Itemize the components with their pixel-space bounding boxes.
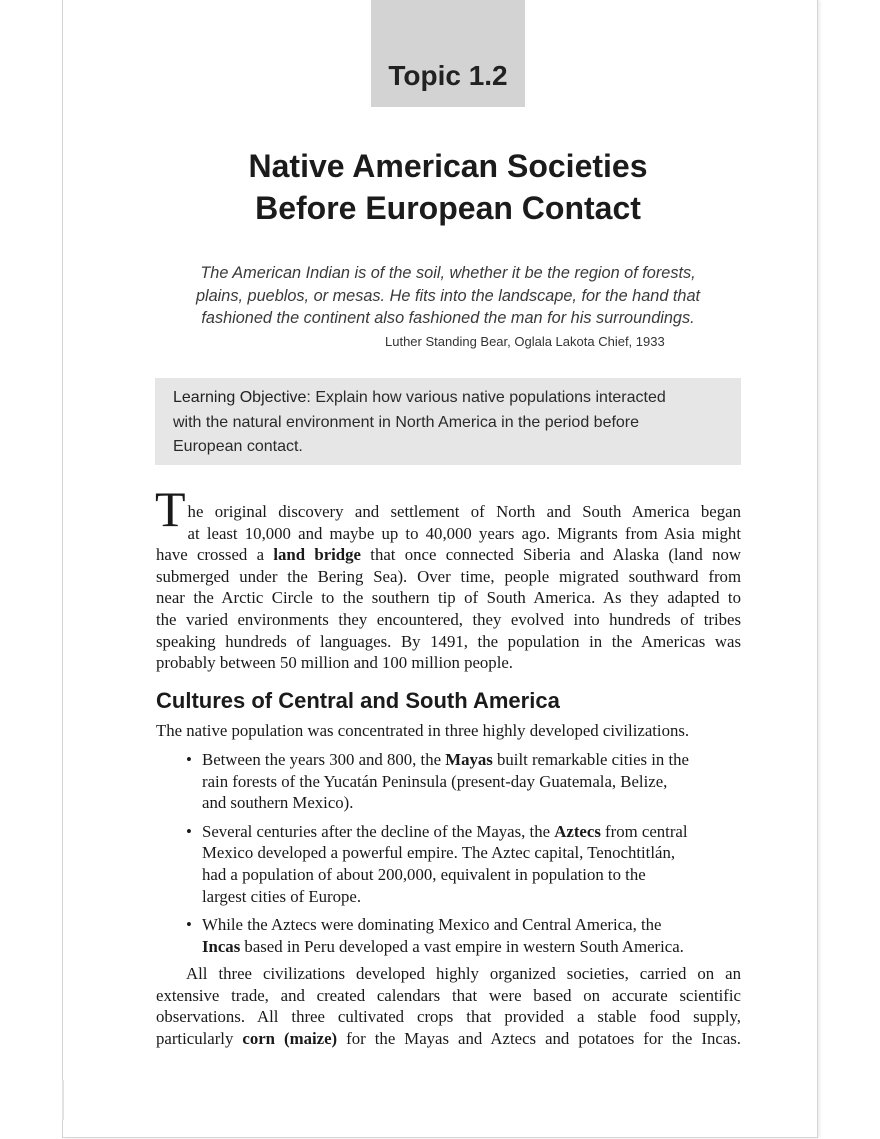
term-land-bridge: land bridge [273,545,361,565]
paragraph-line: extensive trade, and created calendars that were based on accurate scientific [156,985,741,1005]
civilization-list [186,749,746,964]
objective-line: with the natural environment in North America in the period before [173,413,640,431]
text-run: Several centuries after the decline of the Mayas, the [202,821,555,841]
paragraph-line: probably between 50 million and 100 million people. [156,653,514,673]
text-run: have crossed a [156,545,274,565]
text-run: for the Mayas and Aztecs and potatoes for the Incas. [337,1028,742,1048]
paragraph-line [156,544,741,566]
objective-label: Learning Objective [173,389,307,406]
epigraph-attribution: Luther Standing Bear, Oglala Lakota Chief, 1933 [385,334,665,349]
paragraph-line [156,1028,741,1050]
epigraph-line: plains, pueblos, or mesas. He fits into the landscape, for the hand that [195,286,701,305]
text-run: Between the years 300 and 800, the [202,750,446,769]
page-edge-mark [62,1080,64,1120]
objective-text: : Explain how various native populations interacted [306,389,666,406]
epigraph-line: fashioned the continent also fashioned the man for his surroundings. [201,309,695,327]
paragraph-line: the varied environments they encountered, they evolved into hundreds of tribes [156,609,741,629]
list-line [202,821,746,843]
section-intro [156,720,741,742]
objective-line [173,386,729,411]
paragraph-line: The native population was concentrated in three highly developed civilizations. [156,721,690,740]
paragraph-line: at least 10,000 and maybe up to 40,000 years ago. Migrants from Asia might [187,523,741,543]
title-line-2: Before European Contact [255,190,641,226]
paragraph-line: speaking hundreds of languages. By 1491, the population in the Americas was [156,631,741,651]
list-line [202,936,746,958]
text-run: that once connected Siberia and Alaska (land now [360,545,742,565]
text-run: based in Peru developed a vast empire in western South America. [240,936,684,956]
closing-paragraph [156,963,741,1049]
text-run: built remarkable cities in the [492,750,689,769]
term-mayas: Mayas [445,750,493,769]
paragraph-line: he original discovery and settlement of North and South America began [187,502,741,521]
topic-label: Topic 1.2 [388,59,508,91]
learning-objective-box [155,378,741,465]
paragraph-line: All three civilizations developed highly organized societies, carried on an [186,964,741,983]
paragraph-line: submerged under the Bering Sea). Over time, people migrated southward from [156,566,741,586]
term-aztecs: Aztecs [554,821,601,841]
list-item [186,749,746,814]
term-incas: Incas [202,936,241,956]
list-line: had a population of about 200,000, equivalent in population to the [202,864,646,884]
page-title [150,145,746,229]
list-line: rain forests of the Yucatán Peninsula (present-day Guatemala, Belize, [202,771,668,791]
list-item [186,821,746,907]
list-line [202,749,746,771]
list-line: largest cities of Europe. [202,886,362,906]
paragraph-line: near the Arctic Circle to the southern tip of South America. As they adapted to [156,588,741,608]
topic-tab [371,0,525,107]
text-run: from central [600,821,688,841]
list-line: • While the Aztecs were dominating Mexico and Central America, the [202,915,662,935]
list-item [186,914,746,957]
list-line: Mexico developed a powerful empire. The Aztec capital, Tenochtitlán, [202,843,676,863]
paragraph-line: observations. All three cultivated crops that provided a stable food supply, [156,1007,741,1027]
title-line-1: Native American Societies [248,148,648,184]
list-line: and southern Mexico). [202,793,354,813]
section-heading: Cultures of Central and South America [156,688,560,713]
term-corn: corn (maize) [242,1028,338,1048]
objective-line: European contact. [173,438,303,455]
text-run: particularly [156,1028,243,1048]
intro-paragraph [155,481,742,674]
epigraph-line: The American Indian is of the soil, whether it be the region of forests, [200,264,696,282]
epigraph-quote [168,262,728,330]
drop-cap: T [155,481,186,537]
